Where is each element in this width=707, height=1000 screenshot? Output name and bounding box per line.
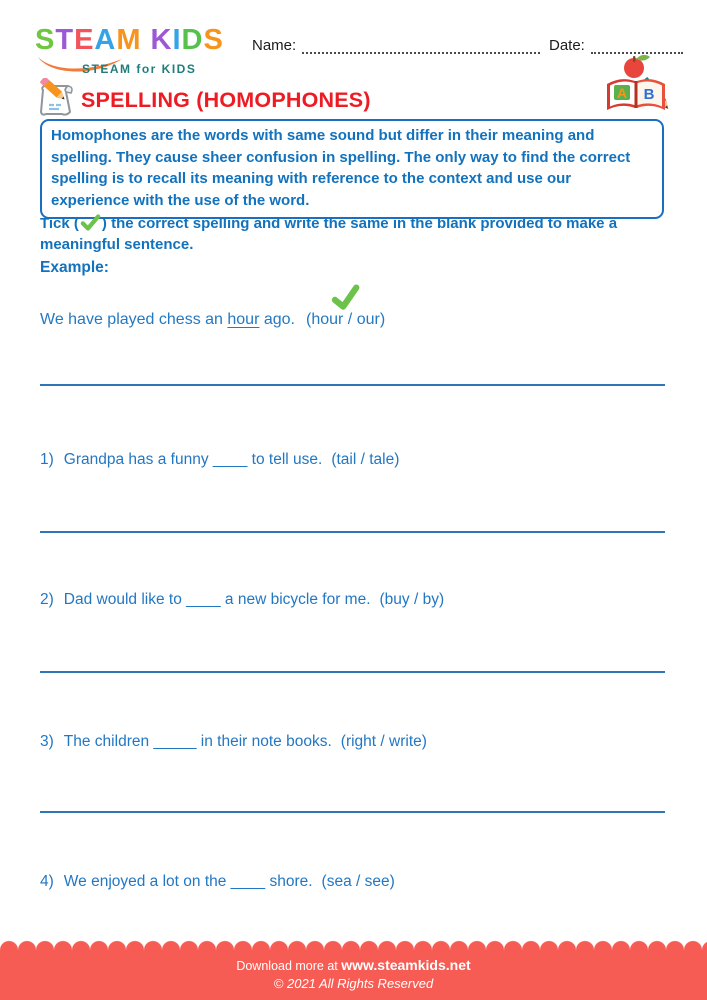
example-after: ago. xyxy=(259,311,295,328)
intro-text: Homophones are the words with same sound but differ in their meaning and spelling. They cause sheer confusion in spelling. The only way to find the correct spelling is to recall its meaning with reference to the context and use our experience with the use of the word. xyxy=(51,127,631,209)
footer-band xyxy=(0,950,707,1000)
logo-letter: S xyxy=(35,24,56,56)
logo-letter: T xyxy=(55,24,75,56)
logo-letter: D xyxy=(181,24,204,56)
question-text: The children _____ in their note books. xyxy=(63,733,332,750)
logo-wordmark xyxy=(35,26,224,55)
logo-subtitle: STEAM for KIDS xyxy=(82,62,197,76)
question-row xyxy=(40,451,399,469)
example-options: (hour / our) xyxy=(306,311,386,328)
question-text: Dad would like to ____ a new bicycle for me. xyxy=(63,591,371,608)
logo-letter: E xyxy=(74,24,95,56)
example-before: We have played chess an xyxy=(40,311,228,328)
instruction-after: ) the correct spelling and write the same in the blank provided to make a meaningful sentence. xyxy=(40,215,618,253)
steamkids-logo xyxy=(35,26,245,78)
name-field xyxy=(252,37,540,54)
logo-letter: M xyxy=(116,24,142,56)
date-field xyxy=(549,37,683,54)
footer-scallop-edge xyxy=(0,940,707,950)
question-number: 1) xyxy=(40,451,54,468)
footer-copyright: © 2021 All Rights Reserved xyxy=(273,976,434,991)
logo-letter: A xyxy=(94,24,117,56)
logo-letter: S xyxy=(203,24,224,56)
question-options: (buy / by) xyxy=(379,591,445,608)
name-blank-line xyxy=(302,38,540,54)
download-prefix: Download more at xyxy=(236,959,342,973)
answer-line xyxy=(40,811,665,813)
question-options: (sea / see) xyxy=(321,873,395,890)
abc-book-icon xyxy=(603,54,669,116)
logo-letter: K xyxy=(150,24,173,56)
page-title: SPELLING (HOMOPHONES) xyxy=(81,88,371,112)
question-number: 3) xyxy=(40,733,54,750)
question-text: We enjoyed a lot on the ____ shore. xyxy=(63,873,313,890)
answer-line xyxy=(40,384,665,386)
footer xyxy=(0,940,707,1000)
footer-download-line xyxy=(0,957,707,973)
question-text: Grandpa has a funny ____ to tell use. xyxy=(63,451,323,468)
pencil-paper-icon xyxy=(36,78,78,118)
question-number: 2) xyxy=(40,591,54,608)
logo-letter: I xyxy=(172,24,182,56)
question-options: (tail / tale) xyxy=(331,451,400,468)
svg-text:B: B xyxy=(643,86,655,103)
answer-line xyxy=(40,671,665,673)
intro-box xyxy=(40,119,664,219)
example-answer-word: hour xyxy=(227,311,260,328)
svg-text:A: A xyxy=(616,85,628,101)
example-sentence xyxy=(40,311,385,329)
instruction-before: Tick ( xyxy=(40,215,79,232)
answer-line xyxy=(40,531,665,533)
date-label: Date: xyxy=(549,37,585,54)
question-row xyxy=(40,591,444,609)
example-label: Example: xyxy=(40,259,109,276)
question-options: (right / write) xyxy=(340,733,427,750)
instruction-text xyxy=(40,213,672,255)
question-row xyxy=(40,873,395,891)
name-label: Name: xyxy=(252,37,297,54)
date-blank-line xyxy=(591,38,683,54)
question-number: 4) xyxy=(40,873,54,890)
website-url: www.steamkids.net xyxy=(341,957,471,973)
question-row xyxy=(40,733,427,751)
check-icon xyxy=(330,284,362,312)
check-icon xyxy=(80,214,101,231)
